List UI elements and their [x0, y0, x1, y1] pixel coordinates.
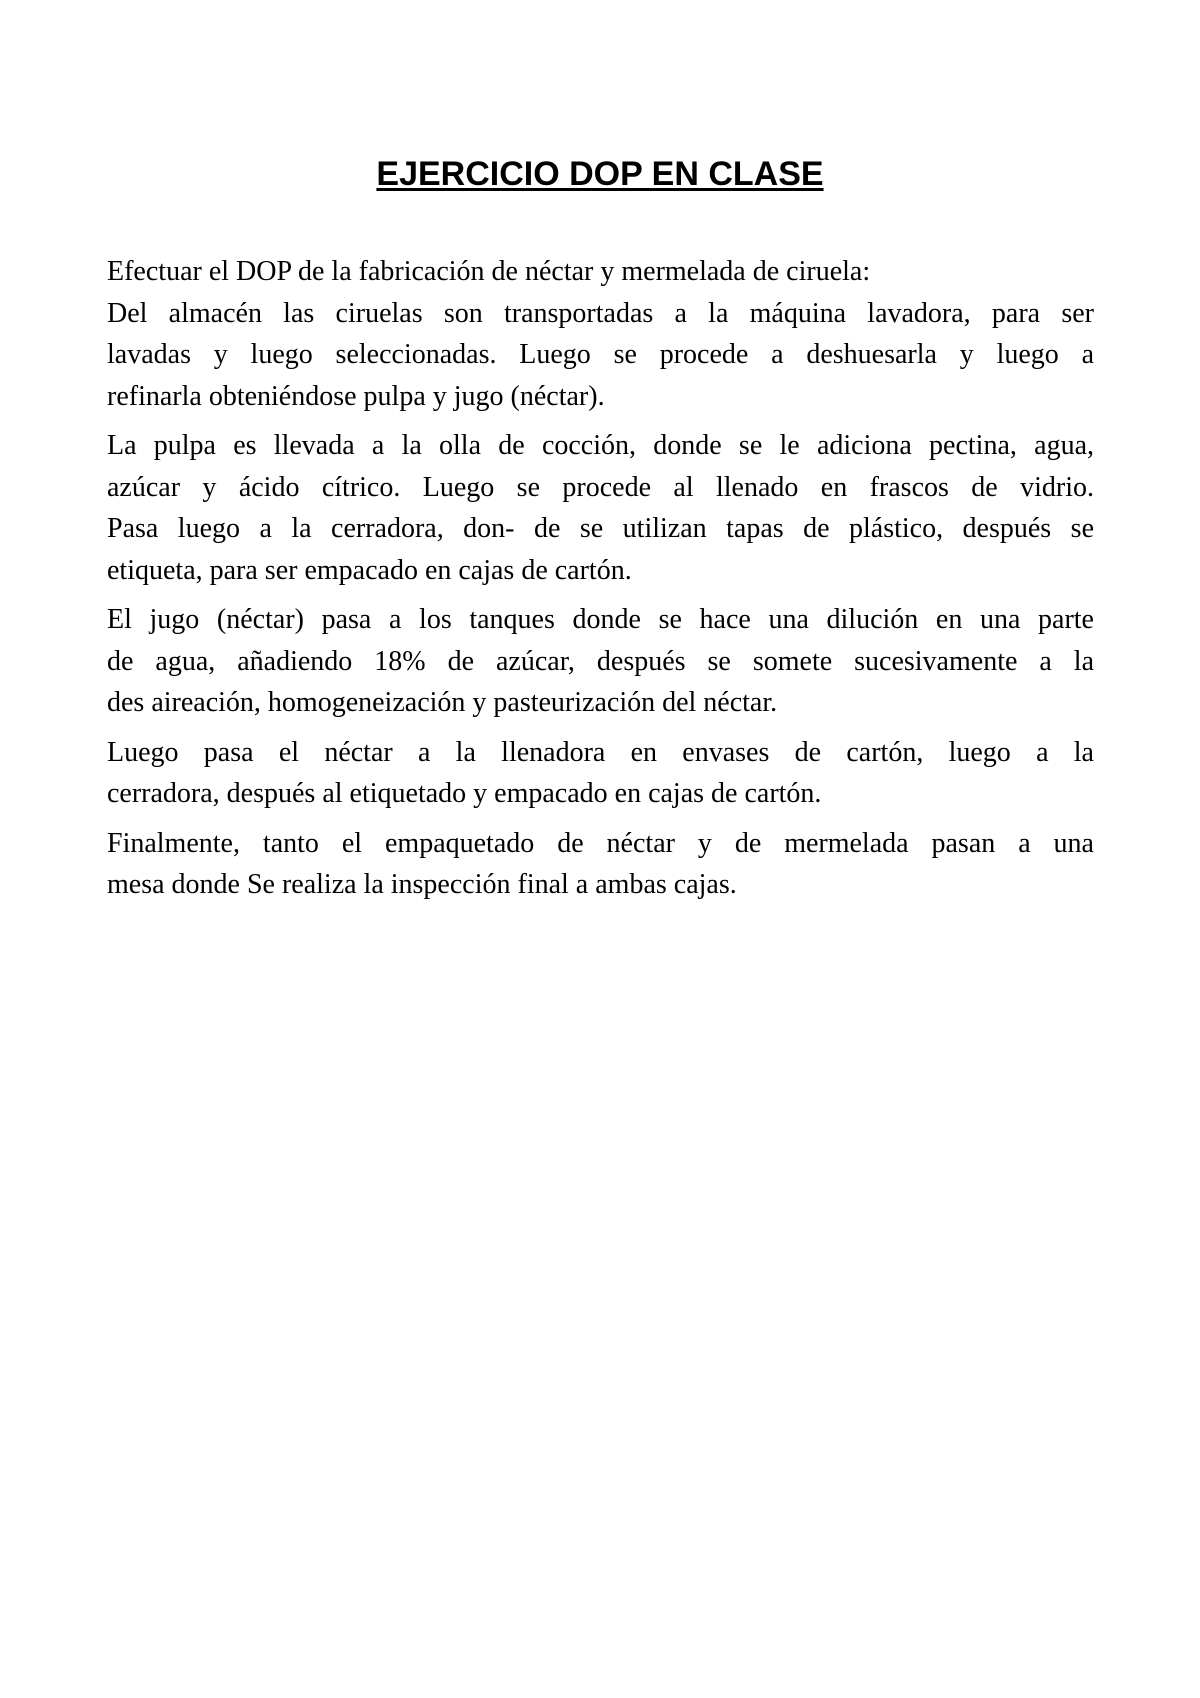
text-line: Del almacén las ciruelas son transportadas a la máquina lavadora, para ser	[107, 297, 1094, 329]
paragraph-llenadora	[107, 732, 1094, 815]
text-line: Finalmente, tanto el empaquetado de néctar y de mermelada pasan a una	[107, 827, 1094, 859]
text-line: mesa donde Se realiza la inspección final a ambas cajas.	[107, 869, 737, 900]
text-line: Efectuar el DOP de la fabricación de néctar y mermelada de ciruela:	[107, 256, 871, 287]
text-line: de agua, añadiendo 18% de azúcar, después se somete sucesivamente a la	[107, 645, 1094, 677]
text-line: azúcar y ácido cítrico. Luego se procede al llenado en frascos de vidrio.	[107, 471, 1094, 503]
text-line: Pasa luego a la cerradora, don- de se utilizan tapas de plástico, después se	[107, 513, 1094, 544]
text-line: lavadas y luego seleccionadas. Luego se procede a deshuesarla y luego a	[107, 339, 1094, 370]
text-line: des aireación, homogeneización y pasteurización del néctar.	[107, 687, 778, 718]
paragraph-final	[107, 823, 1094, 906]
text-line: etiqueta, para ser empacado en cajas de cartón.	[107, 554, 632, 586]
text-line: cerradora, después al etiquetado y empacado en cajas de cartón.	[107, 778, 822, 809]
paragraph-intro	[107, 251, 1094, 417]
text-line: Luego pasa el néctar a la llenadora en envases de cartón, luego a la	[107, 736, 1094, 768]
text-line: refinarla obteniéndose pulpa y jugo (néctar).	[107, 380, 605, 412]
document-body	[107, 251, 1094, 914]
paragraph-pulpa	[107, 425, 1094, 591]
text-line: El jugo (néctar) pasa a los tanques donde se hace una dilución en una parte	[107, 604, 1094, 635]
document-title: EJERCICIO DOP EN CLASE	[376, 155, 824, 193]
text-line: La pulpa es llevada a la olla de cocción, donde se le adiciona pectina, agua,	[107, 430, 1094, 461]
paragraph-jugo	[107, 599, 1094, 724]
